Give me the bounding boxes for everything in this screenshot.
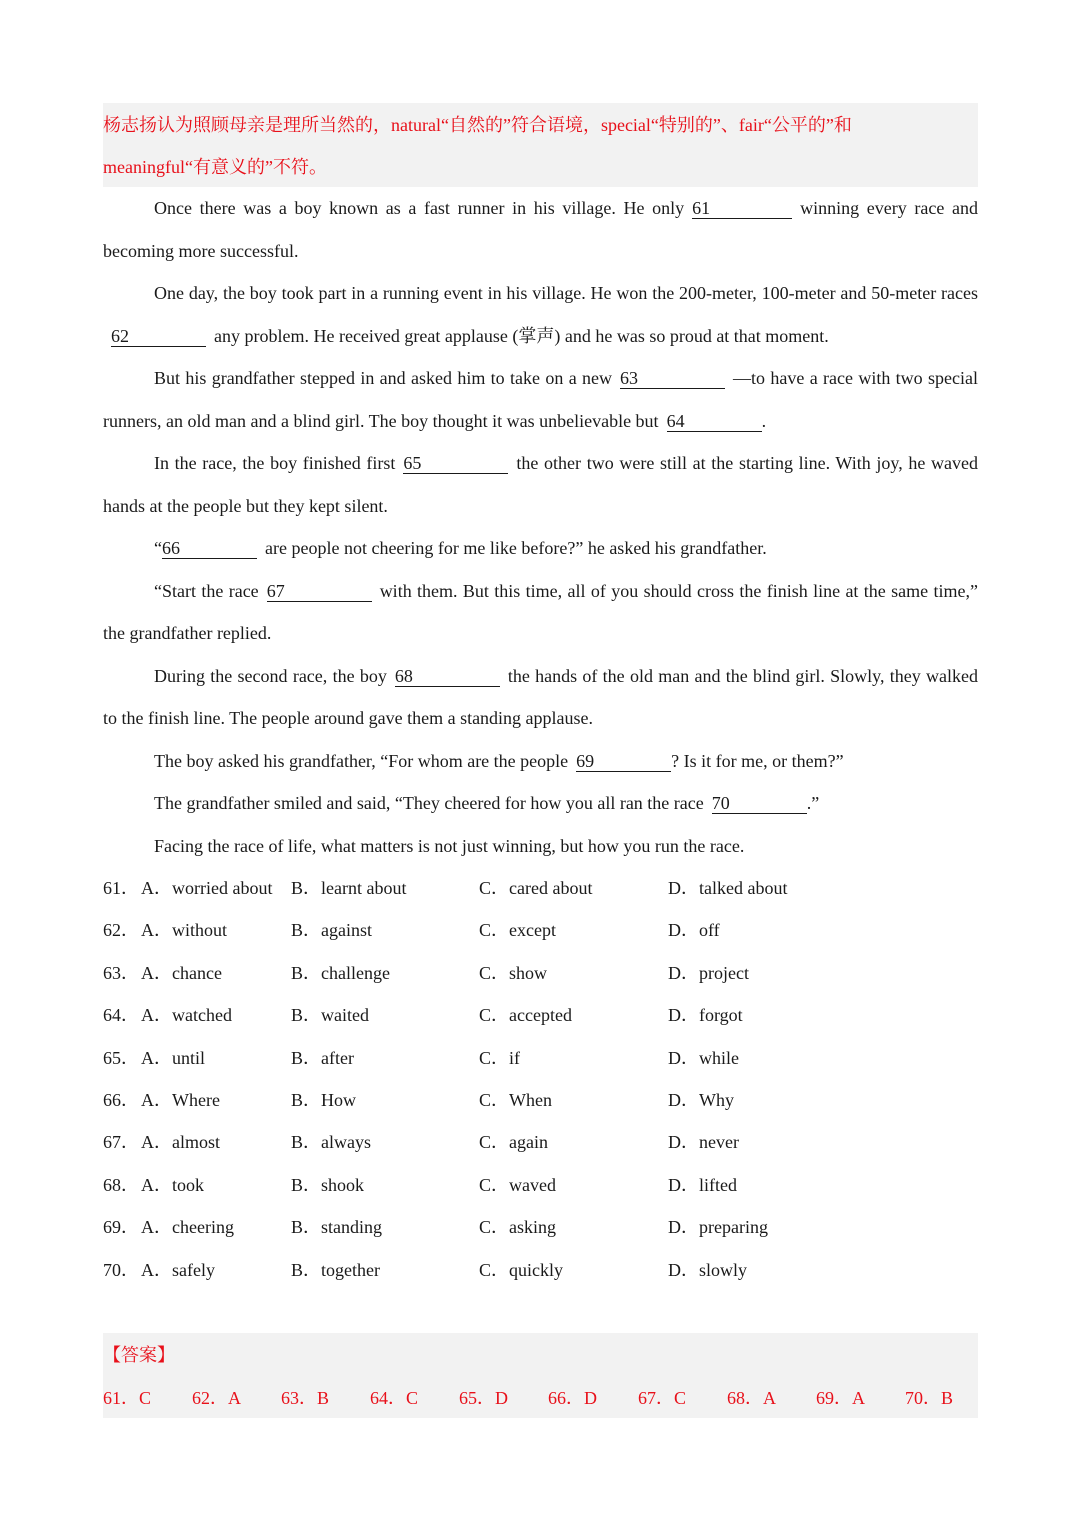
blank-61: 61 xyxy=(692,198,792,219)
answer-item: 65．D xyxy=(459,1388,508,1408)
analysis-note-line-1: 杨志扬认为照顾母亲是理所当然的，natural“自然的”符合语境，special“特别的”、fair“公平的”和 xyxy=(103,115,852,135)
question-row xyxy=(103,1121,978,1163)
paragraph-7: During the second race, the boy 68 the hands of the old man and the blind girl. Slowly, they walked to the finish line. The people around gave them a standing applause. xyxy=(103,665,979,728)
option-c: C．asking xyxy=(479,1217,557,1238)
option-d: D．forgot xyxy=(668,1005,743,1026)
option-a: A．cheering xyxy=(141,1217,234,1238)
option-c: C．except xyxy=(479,920,556,941)
question-row xyxy=(103,1164,978,1206)
blank-68: 68 xyxy=(395,666,500,687)
question-number: 69． xyxy=(103,1217,139,1238)
question-row xyxy=(103,1206,978,1248)
answer-item: 64．C xyxy=(370,1388,419,1408)
answer-list xyxy=(103,1384,978,1412)
option-d: D．lifted xyxy=(668,1174,737,1195)
question-options xyxy=(103,867,978,1291)
blank-69: 69 xyxy=(576,751,671,772)
paragraph-9: The grandfather smiled and said, “They cheered for how you all ran the race 70 .” xyxy=(154,793,820,813)
option-a: A．worried about xyxy=(141,878,273,898)
question-number: 63． xyxy=(103,962,139,983)
answer-item: 68．A xyxy=(727,1388,776,1408)
option-b: B．How xyxy=(291,1089,357,1110)
question-number: 65． xyxy=(103,1047,139,1068)
answer-item: 70．B xyxy=(905,1388,954,1408)
option-c: C．waved xyxy=(479,1174,556,1195)
blank-70: 70 xyxy=(712,793,807,814)
paragraph-4: In the race, the boy finished first 65 the other two were still at the starting line. With joy, he waved hands at the people but they kept silent. xyxy=(103,453,978,516)
question-number: 68． xyxy=(103,1174,139,1195)
analysis-note-line-2: meaningful“有意义的”不符。 xyxy=(103,157,327,177)
question-row xyxy=(103,1079,978,1121)
option-b: B．learnt about xyxy=(291,878,407,898)
document-page xyxy=(103,103,978,1291)
answer-item: 67．C xyxy=(638,1388,687,1408)
option-a: A．chance xyxy=(141,962,222,983)
question-number: 64． xyxy=(103,1005,139,1026)
option-d: D．Why xyxy=(668,1089,734,1110)
question-row xyxy=(103,1249,978,1291)
question-row xyxy=(103,994,978,1036)
blank-64: 64 xyxy=(667,411,762,432)
answer-item: 69．A xyxy=(816,1388,865,1408)
question-number: 70． xyxy=(103,1259,139,1280)
option-b: B．against xyxy=(291,920,372,941)
option-c: C．cared about xyxy=(479,878,593,898)
blank-63: 63 xyxy=(620,368,725,389)
option-b: B．shook xyxy=(291,1174,365,1195)
blank-62: 62 xyxy=(111,326,206,347)
cloze-passage xyxy=(103,187,978,867)
question-row xyxy=(103,1037,978,1079)
option-c: C．again xyxy=(479,1132,548,1153)
paragraph-6: “Start the race 67 with them. But this time, all of you should cross the finish line at the same time,” the grandfather replied. xyxy=(103,580,979,643)
option-b: B．together xyxy=(291,1259,380,1280)
answer-key-box xyxy=(103,1333,978,1418)
option-d: D．while xyxy=(668,1047,739,1068)
question-number: 66． xyxy=(103,1089,139,1110)
option-a: A．without xyxy=(141,920,228,941)
option-a: A．almost xyxy=(141,1132,220,1153)
option-d: D．talked about xyxy=(668,878,788,898)
analysis-note xyxy=(103,103,978,187)
paragraph-8: The boy asked his grandfather, “For whom are the people 69 ? Is it for me, or them?” xyxy=(154,750,844,771)
option-c: C．if xyxy=(479,1047,521,1068)
answer-title: 【答案】 xyxy=(103,1345,175,1365)
question-number: 67． xyxy=(103,1132,139,1153)
question-row xyxy=(103,867,978,909)
blank-67: 67 xyxy=(267,581,372,602)
blank-66: 66 xyxy=(162,538,257,559)
option-b: B．after xyxy=(291,1047,354,1068)
question-row xyxy=(103,952,978,994)
answer-item: 63．B xyxy=(281,1388,330,1408)
option-d: D．project xyxy=(668,962,749,983)
option-b: B．challenge xyxy=(291,962,390,983)
option-d: D．slowly xyxy=(668,1259,748,1280)
option-a: A．safely xyxy=(141,1259,215,1280)
option-a: A．took xyxy=(141,1174,204,1195)
option-a: A．Where xyxy=(141,1089,220,1110)
option-c: C．accepted xyxy=(479,1005,572,1026)
question-row xyxy=(103,909,978,951)
option-b: B．waited xyxy=(291,1005,369,1026)
paragraph-5: “66 are people not cheering for me like before?” he asked his grandfather. xyxy=(154,538,767,558)
paragraph-3: But his grandfather stepped in and asked him to take on a new 63 —to have a race with two special runners, an old man and a blind girl. The boy thought it was unbelievable but 64 . xyxy=(103,368,979,431)
answer-item: 61．C xyxy=(103,1388,152,1408)
question-number: 62． xyxy=(103,920,139,941)
paragraph-1: Once there was a boy known as a fast runner in his village. He only 61 winning every race and becoming more successful. xyxy=(103,198,978,261)
answer-item: 62．A xyxy=(192,1388,241,1408)
option-b: B．standing xyxy=(291,1217,383,1238)
answer-item: 66．D xyxy=(548,1388,597,1408)
option-c: C．When xyxy=(479,1089,552,1110)
option-d: D．off xyxy=(668,920,720,941)
option-c: C．quickly xyxy=(479,1259,563,1280)
option-d: D．preparing xyxy=(668,1217,768,1238)
question-number: 61． xyxy=(103,878,139,898)
option-a: A．until xyxy=(141,1047,206,1068)
paragraph-10: Facing the race of life, what matters is not just winning, but how you run the race. xyxy=(154,835,745,856)
option-b: B．always xyxy=(291,1132,371,1153)
option-a: A．watched xyxy=(141,1005,232,1026)
option-d: D．never xyxy=(668,1132,739,1153)
option-c: C．show xyxy=(479,962,548,983)
paragraph-2: One day, the boy took part in a running event in his village. He won the 200-meter, 100-meter and 50-meter races62 any problem. He received great applause (掌声) and he was so proud at that moment. xyxy=(111,283,978,346)
blank-65: 65 xyxy=(403,453,508,474)
